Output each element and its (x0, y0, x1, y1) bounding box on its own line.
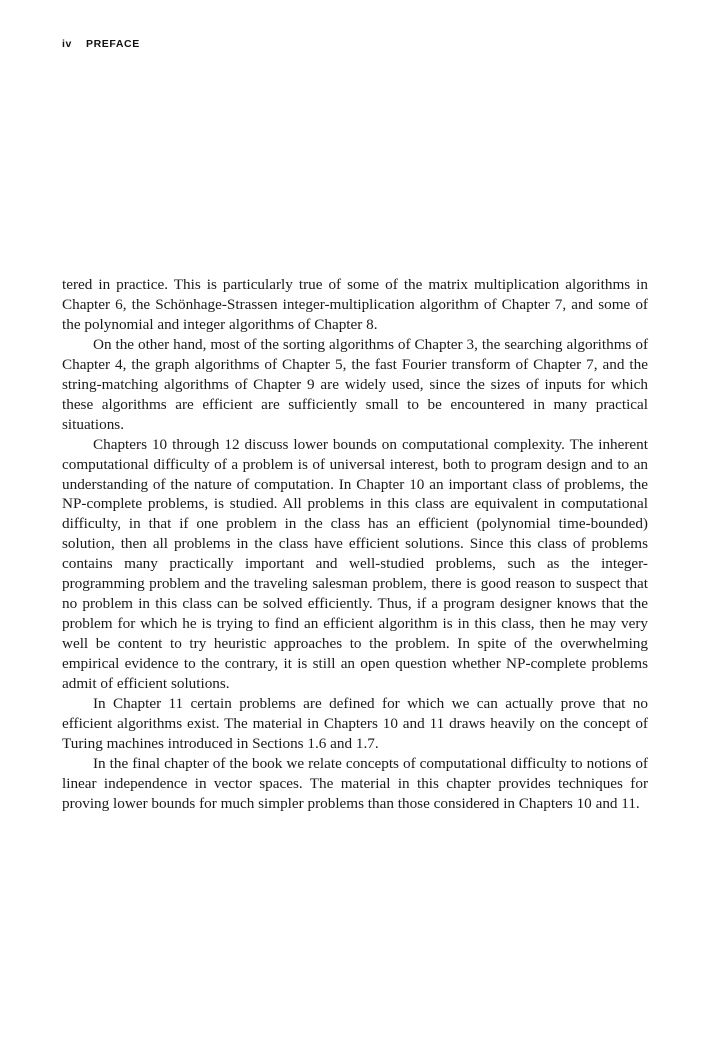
running-head (62, 38, 140, 50)
paragraph-final-chapter: In the final chapter of the book we relate concepts of computational difficulty to notions of linear independence in vector spaces. The material in this chapter provides techniques for proving lower bounds for much simpler problems than those considered in Chapters 10 and 11. (62, 754, 648, 812)
paragraph-lower-bounds: Chapters 10 through 12 discuss lower bounds on computational complexity. The inherent computational difficulty of a problem is of universal interest, both to program design and to an understanding of the nature of computation. In Chapter 10 an important class of problems, the NP-complete problems, is studied. All problems in this class are equivalent in computational difficulty, in that if one problem in the class has an efficient (polynomial time-bounded) solution, then all problems in the class have efficient solutions. Since this class of problems contains many practically important and well-studied problems, such as the integer-programming problem and the traveling salesman problem, there is good reason to suspect that no problem in this class can be solved efficiently. Thus, if a program designer knows that the problem for which he is trying to find an efficient algorithm is in this class, then he may very well be content to try heuristic approaches to the problem. In spite of the overwhelming empirical evidence to the contrary, it is still an open question whether NP-complete problems admit of efficient solutions. (62, 435, 648, 693)
page-number: iv (62, 38, 72, 50)
section-title: PREFACE (86, 38, 140, 50)
body-text (62, 275, 648, 814)
paragraph-chapter-11: In Chapter 11 certain problems are defined for which we can actually prove that no efficient algorithms exist. The material in Chapters 10 and 11 draws heavily on the concept of Turing machines introduced in Sections 1.6 and 1.7. (62, 695, 648, 752)
paragraph-continued: tered in practice. This is particularly true of some of the matrix multiplication algorithms in Chapter 6, the Schönhage-Strassen integer-multiplication algorithm of Chapter 7, and some of the polynomial and integer algorithms of Chapter 8. (62, 276, 648, 333)
paragraph-algorithms-in-practice: On the other hand, most of the sorting algorithms of Chapter 3, the searching algorithms of Chapter 4, the graph algorithms of Chapter 5, the fast Fourier transform of Chapter 7, and the string-matching algorithms of Chapter 9 are widely used, since the sizes of inputs for which these algorithms are efficient are sufficiently small to be encountered in many practical situations. (62, 335, 648, 433)
